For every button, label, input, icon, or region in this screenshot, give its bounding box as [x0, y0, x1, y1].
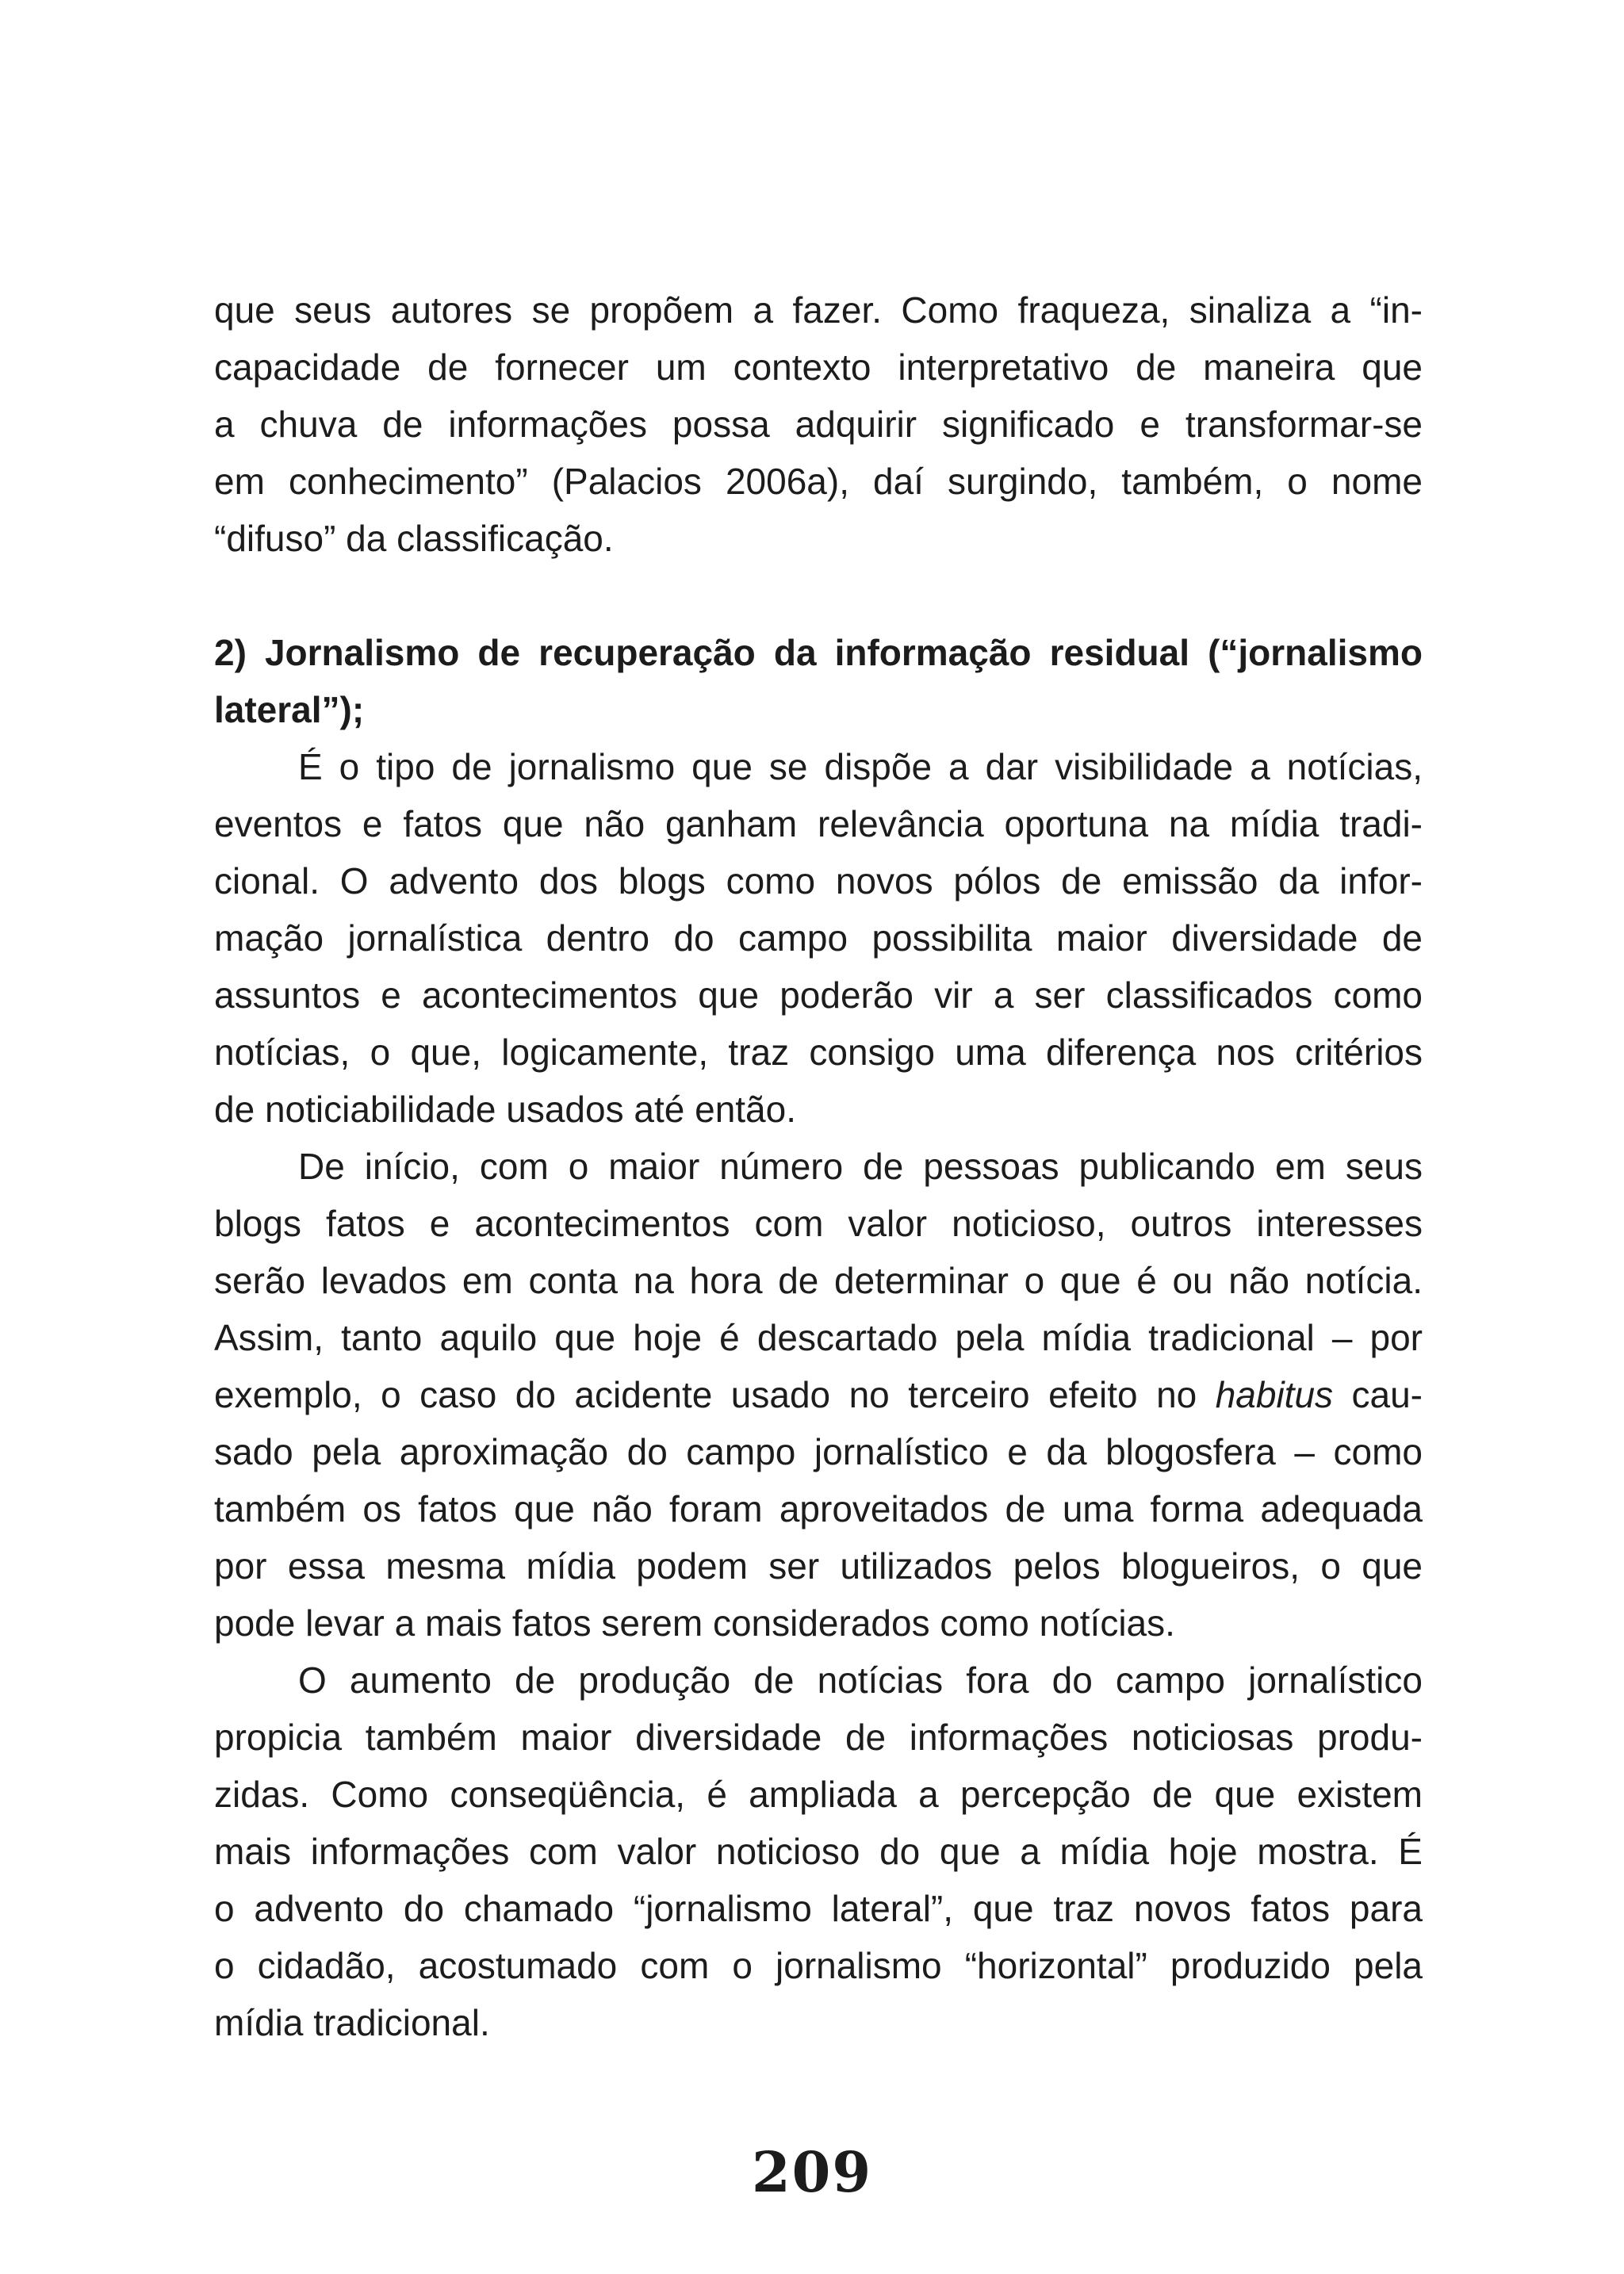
- section-heading: [214, 624, 1423, 738]
- text-line-with-italic: [214, 1366, 1423, 1423]
- text-line: blogs fatos e acontecimentos com valor noticioso, outros interesses: [214, 1203, 1423, 1244]
- text-line: mídia tradicional.: [214, 2002, 490, 2043]
- text-line: capacidade de fornecer um contexto interpretativo de maneira que: [214, 346, 1423, 388]
- text-line: a chuva de informações possa adquirir significado e transformar-se: [214, 404, 1423, 445]
- text-line: cional. O advento dos blogs como novos pólos de emissão da infor-: [214, 860, 1423, 902]
- text-line: em conhecimento” (Palacios 2006a), daí surgindo, também, o nome: [214, 461, 1423, 502]
- text-line: De início, com o maior número de pessoas publicando em seus: [298, 1146, 1423, 1187]
- page-body: [214, 281, 1423, 2051]
- paragraph: [214, 1138, 1423, 1652]
- text-segment: cau-: [1333, 1374, 1423, 1415]
- text-line: propicia também maior diversidade de informações noticiosas produ-: [214, 1717, 1423, 1758]
- text-line: pode levar a mais fatos serem considerados como notícias.: [214, 1602, 1175, 1644]
- paragraph-continuation: [214, 281, 1423, 567]
- italic-term: habitus: [1215, 1374, 1334, 1415]
- heading-line: lateral”);: [214, 689, 365, 730]
- text-line: serão levados em conta na hora de determinar o que é ou não notícia.: [214, 1260, 1423, 1301]
- text-line: zidas. Como conseqüência, é ampliada a percepção de que existem: [214, 1774, 1423, 1815]
- text-line: o cidadão, acostumado com o jornalismo “horizontal” produzido pela: [214, 1945, 1423, 1986]
- text-line: mação jornalística dentro do campo possibilita maior diversidade de: [214, 917, 1423, 959]
- heading-line: 2) Jornalismo de recuperação da informação residual (“jornalismo: [214, 632, 1423, 673]
- text-line: “difuso” da classificação.: [214, 518, 614, 559]
- text-line: eventos e fatos que não ganham relevância oportuna na mídia tradi-: [214, 803, 1423, 844]
- text-line: o advento do chamado “jornalismo lateral”, que traz novos fatos para: [214, 1888, 1423, 1929]
- text-line: mais informações com valor noticioso do que a mídia hoje mostra. É: [214, 1831, 1423, 1872]
- text-line: de noticiabilidade usados até então.: [214, 1089, 797, 1130]
- text-line: assuntos e acontecimentos que poderão vir a ser classificados como: [214, 974, 1423, 1016]
- text-line: Assim, tanto aquilo que hoje é descartado pela mídia tradicional – por: [214, 1317, 1423, 1358]
- text-line: que seus autores se propõem a fazer. Como fraqueza, sinaliza a “in-: [214, 289, 1423, 331]
- text-line: O aumento de produção de notícias fora do campo jornalístico: [298, 1660, 1423, 1701]
- text-line: também os fatos que não foram aproveitados de uma forma adequada: [214, 1488, 1423, 1529]
- text-line: notícias, o que, logicamente, traz consigo uma diferença nos critérios: [214, 1032, 1423, 1073]
- text-segment: exemplo, o caso do acidente usado no terceiro efeito no: [214, 1374, 1216, 1415]
- text-line: por essa mesma mídia podem ser utilizados pelos blogueiros, o que: [214, 1545, 1423, 1587]
- paragraph: [214, 738, 1423, 1138]
- page-number: 209: [751, 2139, 873, 2205]
- paragraph: [214, 1652, 1423, 2051]
- text-line: sado pela aproximação do campo jornalístico e da blogosfera – como: [214, 1431, 1423, 1472]
- text-line: É o tipo de jornalismo que se dispõe a dar visibilidade a notícias,: [298, 746, 1423, 787]
